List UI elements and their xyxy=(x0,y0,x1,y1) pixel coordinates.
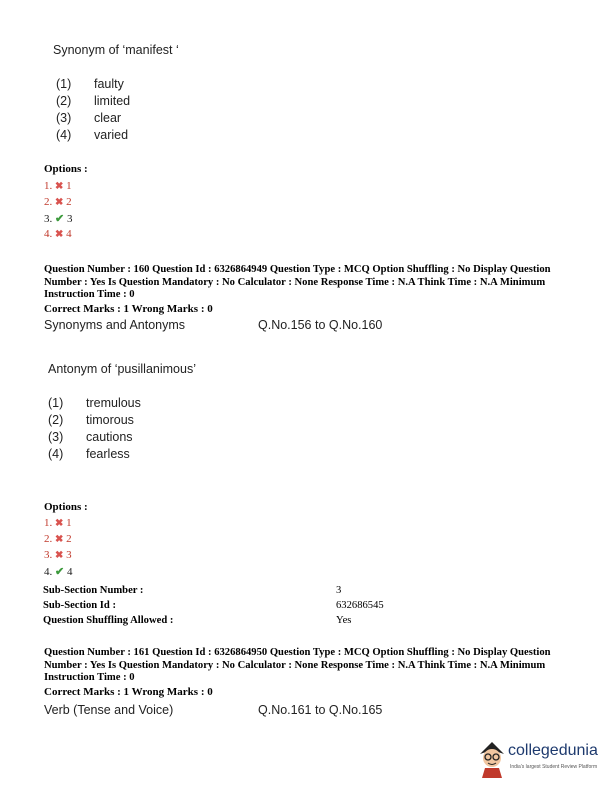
cross-icon: ✖ xyxy=(55,229,64,240)
collegedunia-logo xyxy=(476,740,606,780)
logo-tagline: India's largest Student Review Platform xyxy=(510,764,598,770)
question-meta: Question Number : 161 Question Id : 6326864950 Question Type : MCQ Option Shuffling : No Display Question Number : Yes Is Question Mandatory : No Calculator : None Response Time : N.A Think Time : N.A Minimum Instruction Time : 0 xyxy=(44,647,551,683)
cross-icon: ✖ xyxy=(55,550,64,561)
question-stem: Antonym of ‘pusillanimous’ xyxy=(48,362,196,376)
marks-info: Correct Marks : 1 Wrong Marks : 0 xyxy=(44,303,213,315)
marks-info: Correct Marks : 1 Wrong Marks : 0 xyxy=(44,686,213,698)
option-row: 2. ✖ 2 xyxy=(44,533,72,545)
section-name: Synonyms and Antonyms xyxy=(44,318,186,332)
option-row: 3. ✖ 3 xyxy=(44,549,72,561)
logo-name: collegedunia xyxy=(508,742,598,759)
options-label: Options : xyxy=(44,163,88,175)
option-row: 4. ✖ 4 xyxy=(44,228,72,240)
option-row: 1. ✖ 1 xyxy=(44,180,72,192)
subsection-number-label: Sub-Section Number : xyxy=(43,585,144,596)
cross-icon: ✖ xyxy=(55,534,64,545)
section-name: Verb (Tense and Voice) xyxy=(44,703,174,717)
check-icon: ✔ xyxy=(55,566,65,578)
mascot-icon xyxy=(476,740,508,780)
shuffle-value: Yes xyxy=(336,615,352,626)
option-row: 2. ✖ 2 xyxy=(44,196,72,208)
question-meta: Question Number : 160 Question Id : 6326864949 Question Type : MCQ Option Shuffling : No Display Question Number : Yes Is Question Mandatory : No Calculator : None Response Time : N.A Think Time : N.A Minimum Instruction Time : 0 xyxy=(44,264,551,300)
cross-icon: ✖ xyxy=(55,518,64,529)
option-row: 1. ✖ 1 xyxy=(44,517,72,529)
question-stem: Synonym of ‘manifest ‘ xyxy=(53,43,179,57)
shuffle-label: Question Shuffling Allowed : xyxy=(43,615,174,626)
option-row: 3. ✔ 3 xyxy=(44,213,73,225)
subsection-id-label: Sub-Section Id : xyxy=(43,600,116,611)
options-label: Options : xyxy=(44,501,88,513)
option-row: 4. ✔ 4 xyxy=(44,566,73,578)
subsection-id-value: 632686545 xyxy=(336,600,384,611)
cross-icon: ✖ xyxy=(55,197,64,208)
subsection-number-value: 3 xyxy=(336,585,342,596)
cross-icon: ✖ xyxy=(55,181,64,192)
question-range: Q.No.161 to Q.No.165 xyxy=(258,703,383,717)
check-icon: ✔ xyxy=(55,213,65,225)
question-range: Q.No.156 to Q.No.160 xyxy=(258,318,383,332)
